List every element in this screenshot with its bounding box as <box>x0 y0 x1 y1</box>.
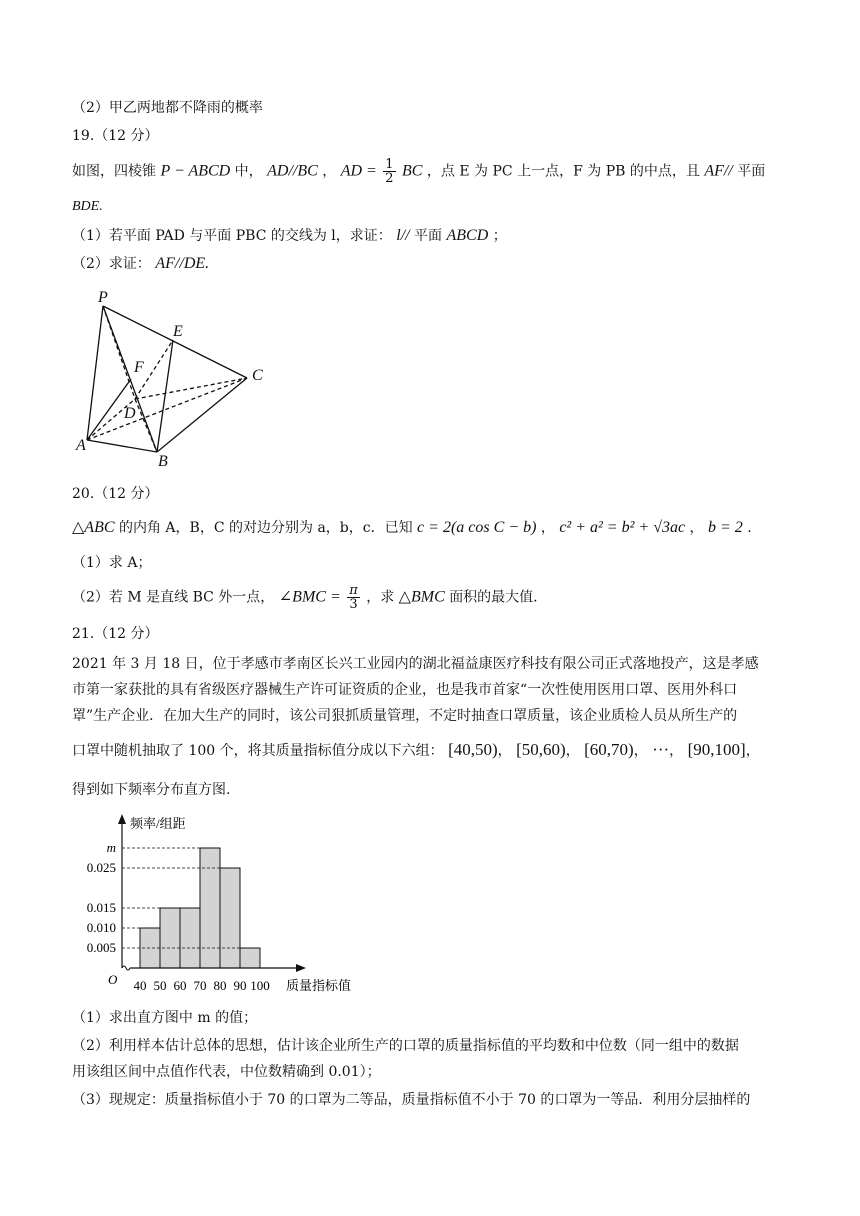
origin-label: O <box>108 972 118 987</box>
prev-item: （2）甲乙两地都不降雨的概率 <box>72 100 263 116</box>
interval-last: [90,100] <box>687 740 746 759</box>
q21-line3: 罩”生产企业．在加大生产的同时，该公司狠抓质量管理，不定时抽查口罩质量，该企业质检人员从所生产的 <box>72 708 738 724</box>
q20-stem-d: ， <box>540 520 555 536</box>
q19-p2-b: AF//DE. <box>155 255 210 272</box>
y-tick-label: 0.025 <box>86 860 116 875</box>
q19-stem-f: AD = <box>340 162 377 180</box>
q19-stem-d: AD//BC <box>267 162 318 180</box>
label-E: E <box>173 323 183 340</box>
edge-AB <box>87 440 157 452</box>
histogram-bar <box>220 868 240 968</box>
q21-part2-line1: （2）利用样本估计总体的思想，估计该企业所生产的口罩的质量指标值的平均数和中位数（同一组中的数据 <box>72 1038 739 1054</box>
histogram-bar <box>240 948 260 968</box>
q20-header: 20.（12 分） <box>72 486 159 502</box>
q19-part1 <box>72 226 507 246</box>
q19-stem-h: ，点 E 为 PC 上一点，F 为 PB 的中点，且 <box>426 163 700 180</box>
q19-p1-a: （1）若平面 PAD 与平面 PBC 的交线为 l，求证： <box>72 228 392 244</box>
q20-p2-e: 面积的最大值. <box>449 589 538 606</box>
sep-2: ， <box>565 743 580 759</box>
q20-p2-b: ∠BMC = <box>278 588 341 606</box>
x-axis-title: 质量指标值 <box>286 978 352 993</box>
q19-stem-cont <box>72 196 103 217</box>
y-axis-title: 频率/组距 <box>130 816 186 831</box>
q20-stem <box>72 518 752 538</box>
q20-p2-d: △BMC <box>398 588 445 606</box>
edge-DC <box>135 378 247 399</box>
q19-p1-e: ； <box>492 228 507 244</box>
q20-stem-a: △ABC <box>72 519 115 536</box>
q20-stem-f: ， <box>689 520 704 536</box>
edge-BE <box>157 340 173 452</box>
histogram-bar <box>200 848 220 968</box>
q19-stem-i: AF// <box>704 162 733 180</box>
y-tick-label: 0.010 <box>86 920 116 935</box>
interval-3: [60,70) <box>584 740 634 759</box>
label-A: A <box>76 437 86 454</box>
edge-PA <box>87 306 103 440</box>
q20-part2 <box>72 584 538 611</box>
q20-stem-e: c² + a² = b² + √3ac <box>559 519 686 536</box>
q19-part2 <box>72 254 209 274</box>
q19-p1-d: ABCD <box>446 227 489 244</box>
q20-stem-h: . <box>747 520 752 536</box>
frequency-histogram <box>60 808 380 998</box>
q21-line4-a: 口罩中随机抽取了 100 个，将其质量指标值分成以下六组： <box>72 743 444 759</box>
x-tick-label: 60 <box>173 978 187 993</box>
sep-3: ， <box>633 743 648 759</box>
interval-ellipsis: ··· <box>652 740 670 759</box>
q19-p1-b: l// <box>396 227 410 244</box>
q20-part1: （1）求 A； <box>72 555 152 571</box>
q21-header: 21.（12 分） <box>72 626 159 642</box>
q21-part2-line2: 用该组区间中点值作代表，中位数精确到 0.01）； <box>72 1064 381 1080</box>
histogram-bar <box>180 908 200 968</box>
q20-p2-a: （2）若 M 是直线 BC 外一点， <box>72 589 275 606</box>
q19-stem-g: BC <box>402 162 423 180</box>
x-tick-label: 50 <box>153 978 167 993</box>
edge-AC <box>87 378 247 440</box>
sep-5: ， <box>745 743 760 759</box>
q20-stem-b: 的内角 A，B，C 的对边分别为 a，b，c．已知 <box>118 520 413 536</box>
q20-stem-g: b = 2 <box>707 519 743 536</box>
q20-frac-den: 3 <box>349 597 358 612</box>
q19-stem-e: ， <box>322 163 337 180</box>
y-axis-arrow <box>118 814 126 824</box>
q20-p2-c: ，求 <box>366 589 395 606</box>
q20-fraction <box>347 584 360 611</box>
label-P: P <box>98 289 108 306</box>
q19-p1-c: 平面 <box>414 228 443 244</box>
q20-stem-c: c = 2(a cos C − b) <box>417 519 537 536</box>
q19-stem-a: 如图，四棱锥 <box>72 163 156 180</box>
histogram-bar <box>160 908 180 968</box>
y-tick-label: 0.015 <box>86 900 116 915</box>
axis-break <box>122 966 130 970</box>
q19-frac-den: 2 <box>385 171 394 186</box>
q21-line2: 市第一家获批的具有省级医疗器械生产许可证资质的企业，也是我市首家“一次性使用医用口罩、医用外科口 <box>72 682 738 698</box>
interval-2: [50,60) <box>516 740 566 759</box>
x-tick-label: 80 <box>213 978 227 993</box>
q21-line1: 2021 年 3 月 18 日，位于孝感市孝南区长兴工业园内的湖北福益康医疗科技有限公司正式落地投产，这是孝感 <box>72 656 759 672</box>
y-tick-label: 0.005 <box>86 940 116 955</box>
q19-frac-num: 1 <box>385 157 394 172</box>
pyramid-figure <box>60 282 290 472</box>
x-tick-label: 90 <box>233 978 247 993</box>
q19-stem-c: 中， <box>234 163 263 180</box>
q19-stem-j: 平面 <box>737 163 766 180</box>
y-tick-label: m <box>106 840 116 855</box>
label-B: B <box>158 453 168 470</box>
q21-part1: （1）求出直方图中 m 的值； <box>72 1010 258 1026</box>
label-D: D <box>124 405 136 422</box>
sep-1: ， <box>497 743 512 759</box>
x-tick-label: 70 <box>193 978 207 993</box>
label-F: F <box>134 359 144 376</box>
q19-fraction <box>383 158 395 185</box>
q20-frac-num: π <box>349 583 358 598</box>
q19-stem <box>72 158 765 185</box>
edge-BC <box>157 378 247 452</box>
x-axis-arrow <box>296 964 306 972</box>
label-C: C <box>252 367 263 384</box>
q21-part3: （3）现规定：质量指标值小于 70 的口罩为二等品，质量指标值不小于 70 的口罩为一等品．利用分层抽样的 <box>72 1092 751 1108</box>
q19-stem-b: P − ABCD <box>160 162 231 180</box>
q21-line4 <box>72 740 760 761</box>
q19-stem-k: BDE. <box>72 199 103 214</box>
x-tick-label: 40 <box>133 978 147 993</box>
q19-header: 19.（12 分） <box>72 128 159 144</box>
q19-p2-a: （2）求证： <box>72 256 151 272</box>
q21-line5: 得到如下频率分布直方图. <box>72 782 231 798</box>
interval-1: [40,50) <box>448 740 498 759</box>
sep-4: ， <box>669 743 684 759</box>
x-tick-label: 100 <box>250 978 270 993</box>
